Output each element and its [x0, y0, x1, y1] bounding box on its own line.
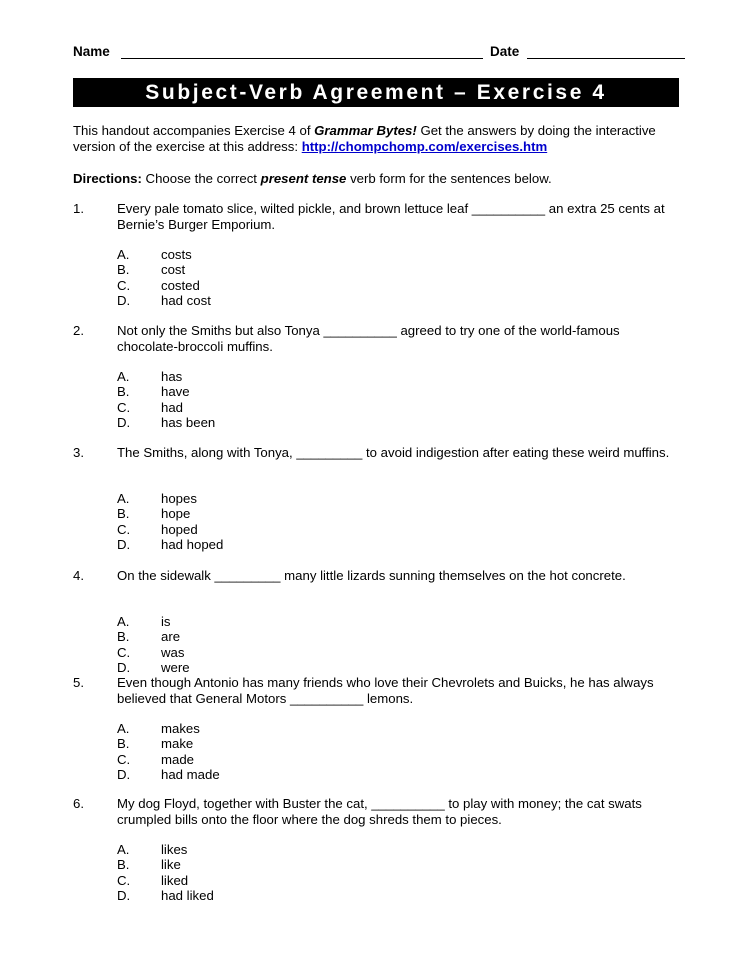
directions-text: Choose the correct — [141, 171, 261, 186]
question-text: My dog Floyd, together with Buster the cat, __________ to play with money; the cat swats crumpled bills onto the floor where the dog shreds them to pieces. — [117, 796, 642, 827]
exercise-link[interactable]: http://chompchomp.com/exercises.htm — [301, 139, 548, 154]
option-text: hope — [161, 506, 191, 522]
option-letter: B. — [117, 384, 130, 400]
option-text: cost — [161, 262, 186, 278]
option-text: costs — [161, 247, 192, 262]
option-text: has — [161, 369, 183, 384]
directions-emphasis: present tense — [260, 171, 347, 186]
option-text: has been — [161, 414, 216, 430]
option-letter: B. — [117, 506, 130, 522]
question-number: 6. — [73, 796, 84, 811]
option-text: had made — [161, 766, 220, 782]
option-letter: A. — [117, 247, 130, 262]
option-letter: D. — [117, 766, 131, 782]
option-text: costed — [161, 277, 200, 293]
option-text: likes — [161, 842, 188, 857]
grammar-bytes-title: Grammar Bytes! — [314, 123, 417, 138]
option-text: had — [161, 399, 184, 415]
option-letter: B. — [117, 262, 130, 278]
option-text: was — [161, 644, 185, 660]
option-letter: D. — [117, 292, 131, 308]
option-letter: C. — [117, 751, 131, 767]
option-letter: A. — [117, 369, 130, 384]
question-text: Every pale tomato slice, wilted pickle, and brown lettuce leaf __________ an extra 25 cents at Bernie’s Burger Emporium. — [117, 201, 665, 232]
option-text: were — [161, 659, 190, 675]
option-text: made — [161, 751, 194, 767]
option-text: had cost — [161, 292, 211, 308]
directions-label: Directions: — [73, 171, 142, 186]
page-title: Subject-Verb Agreement – Exercise 4 — [145, 80, 607, 104]
option-text: had hoped — [161, 536, 224, 552]
intro-paragraph — [73, 123, 693, 155]
option-letter: A. — [117, 491, 130, 506]
question-number: 3. — [73, 445, 84, 460]
option-letter: A. — [117, 721, 130, 736]
option-text: liked — [161, 872, 189, 888]
question-text: On the sidewalk _________ many little lizards sunning themselves on the hot concrete. — [117, 568, 626, 583]
option-letter: C. — [117, 277, 131, 293]
option-letter: B. — [117, 736, 130, 752]
date-blank-line — [527, 58, 685, 59]
option-text: like — [161, 857, 181, 873]
question-text: Even though Antonio has many friends who love their Chevrolets and Buicks, he has always believed that General Motors __________ lemons. — [117, 675, 654, 706]
option-letter: B. — [117, 857, 130, 873]
option-text: makes — [161, 721, 200, 736]
option-letter: D. — [117, 414, 131, 430]
option-text: are — [161, 629, 181, 645]
option-text: make — [161, 736, 194, 752]
option-letter: C. — [117, 872, 131, 888]
option-text: is — [161, 614, 171, 629]
question-number: 4. — [73, 568, 84, 583]
option-letter: B. — [117, 629, 130, 645]
option-letter: A. — [117, 614, 130, 629]
option-text: have — [161, 384, 190, 400]
option-text: hoped — [161, 521, 198, 537]
option-text: had liked — [161, 887, 214, 903]
option-letter: D. — [117, 887, 131, 903]
option-letter: C. — [117, 644, 131, 660]
directions-text-after: verb form for the sentences below. — [346, 171, 552, 186]
intro-text: This handout accompanies Exercise 4 of — [73, 123, 315, 138]
title-banner — [73, 78, 679, 107]
intro-text-after: Get the answers by doing the interactive version of the exercise at this address: — [73, 123, 656, 154]
question-number: 5. — [73, 675, 84, 690]
date-label: Date — [490, 44, 520, 59]
question-text: Not only the Smiths but also Tonya __________ agreed to try one of the world-famous chocolate-broccoli muffins. — [117, 323, 620, 354]
option-text: hopes — [161, 491, 197, 506]
question-text: The Smiths, along with Tonya, _________ to avoid indigestion after eating these weird muffins. — [117, 445, 670, 460]
directions-paragraph — [73, 171, 693, 187]
option-letter: C. — [117, 399, 131, 415]
option-letter: A. — [117, 842, 130, 857]
option-letter: C. — [117, 521, 131, 537]
name-date-header — [73, 44, 685, 62]
option-letter: D. — [117, 536, 131, 552]
name-blank-line — [121, 58, 483, 59]
question-number: 2. — [73, 323, 84, 338]
question-number: 1. — [73, 201, 84, 216]
name-label: Name — [73, 44, 110, 59]
option-letter: D. — [117, 659, 131, 675]
